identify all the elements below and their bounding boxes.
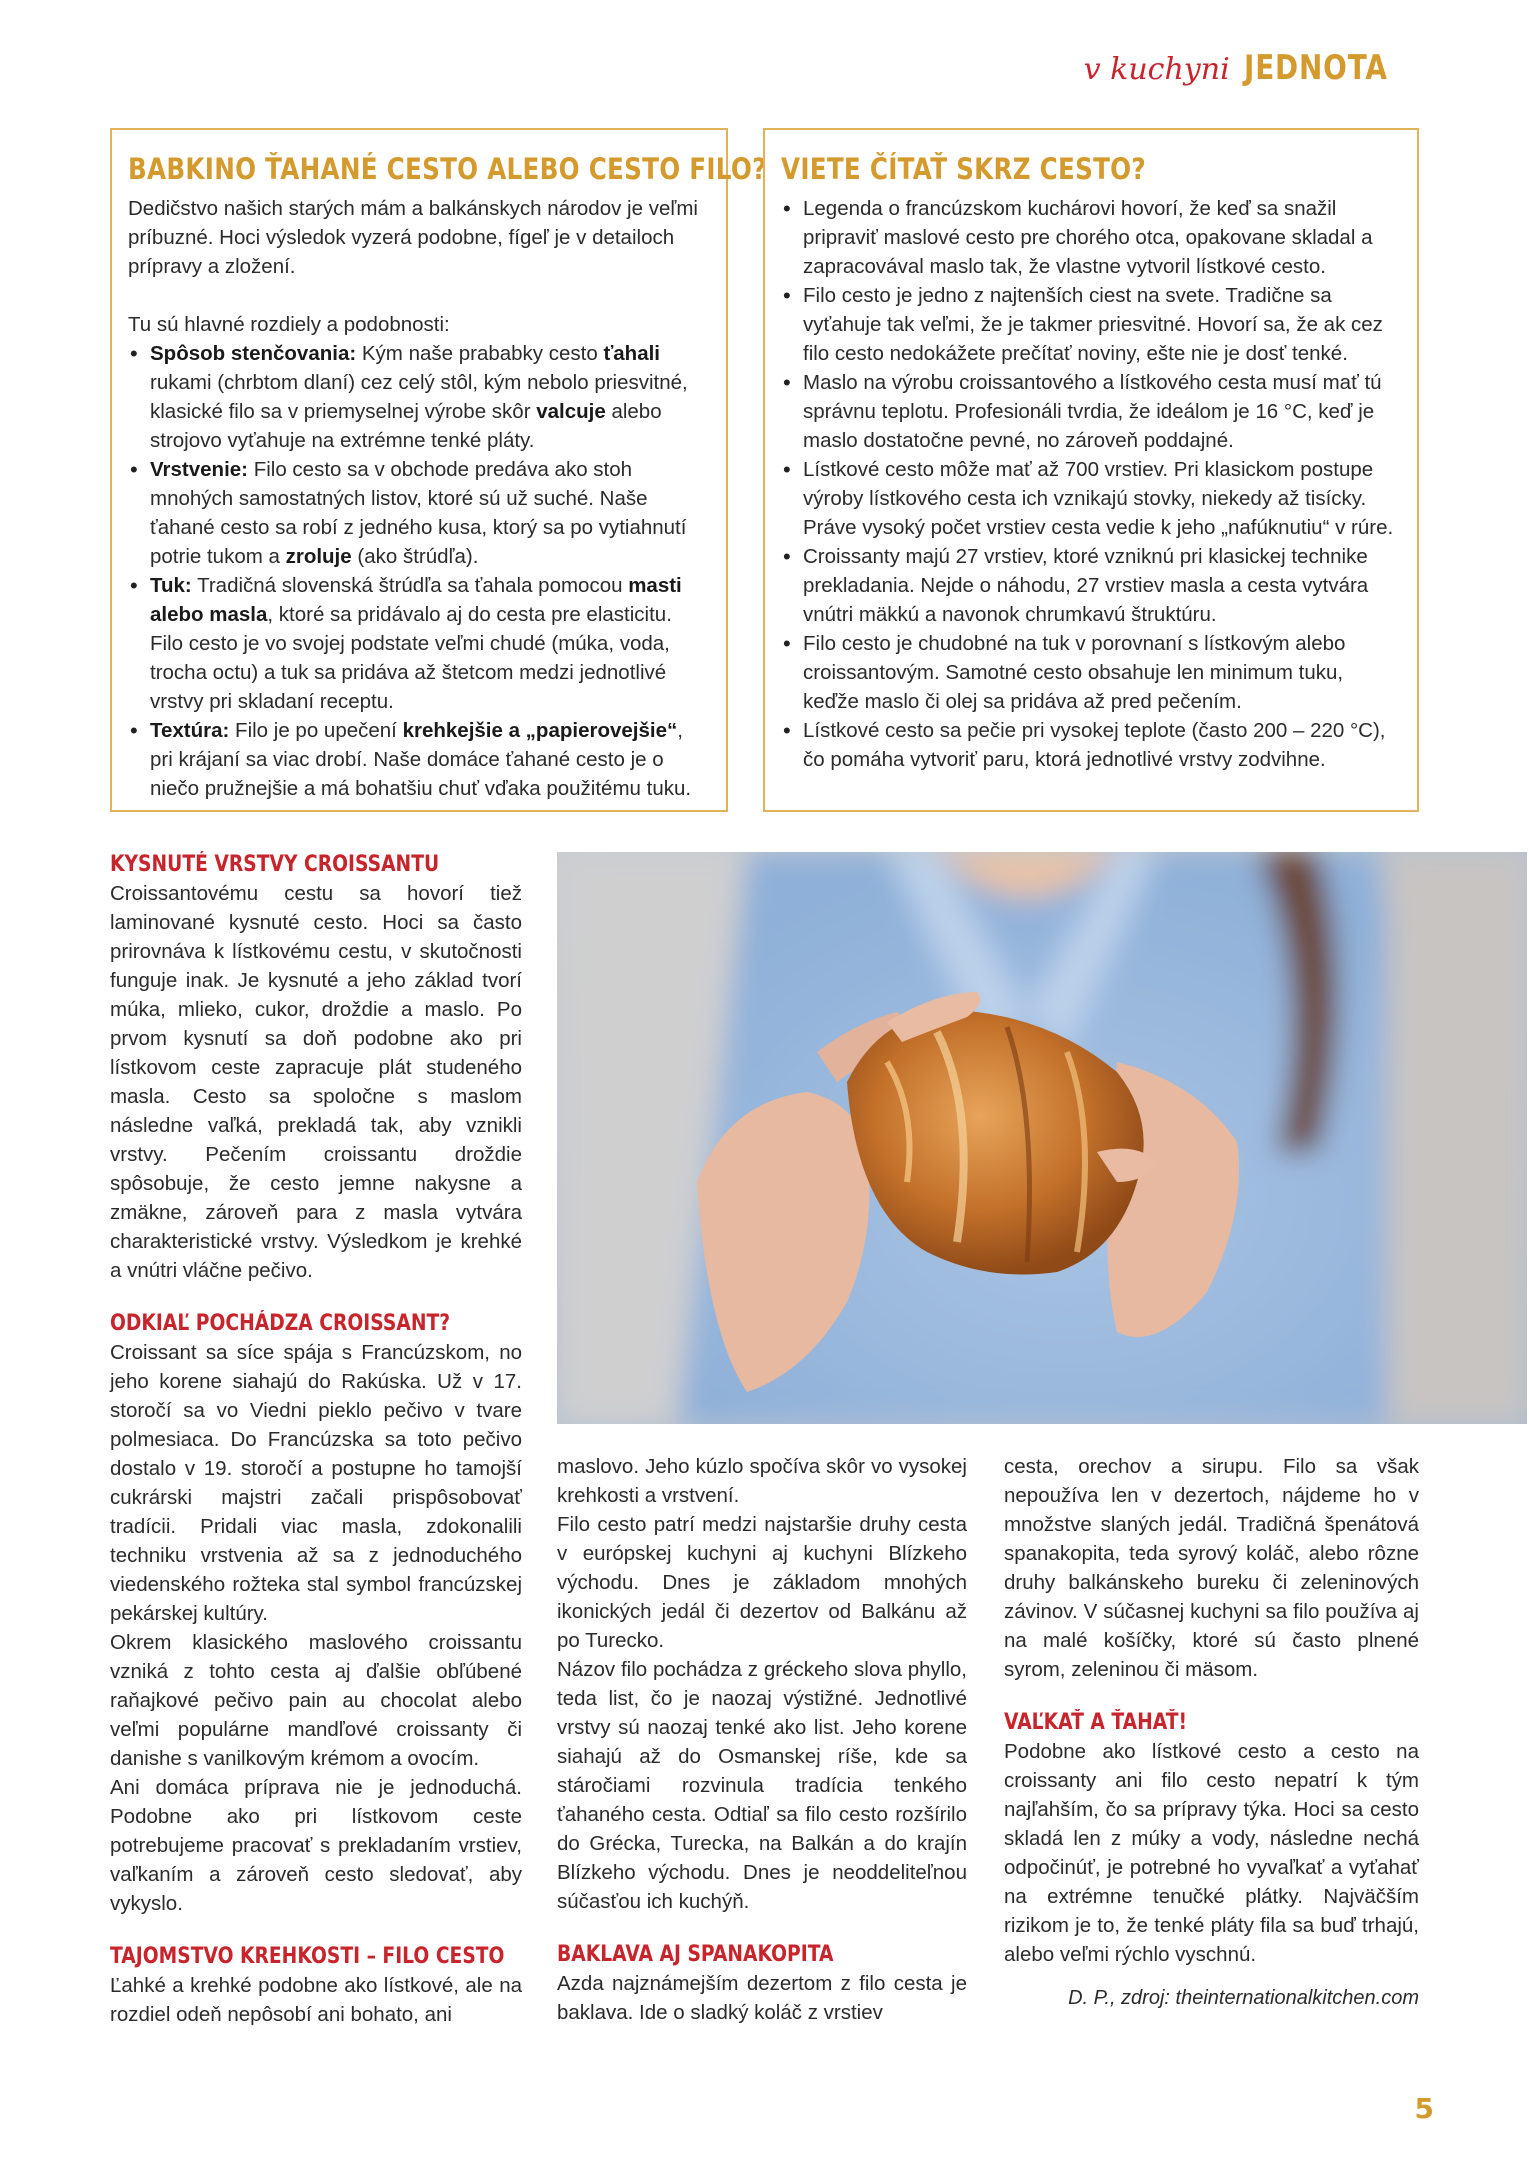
page-number: 5 [1414,2092,1434,2125]
paragraph: Názov filo pochádza z gréckeho slova phyllo, teda list, čo je naozaj výstižné. Jednotlivé vrstvy sú naozaj tenké ako list. Jeho korene siahajú až do Osmanskej ríše, kde sa stáročiami rozvinula tradícia tenkého ťahaného cesta. Odtiaľ sa filo cesto rozšírilo do Grécka, Turecka, na Balkán a do krajín Blízkeho východu. Dnes je neoddeliteľnou súčasťou ich kuchýň. [557,1658,967,1913]
paragraph: Croissant sa síce spája s Francúzskom, no jeho korene siahajú do Rakúska. Už v 17. storočí sa vo Viedni pieklo pečivo v tvare polmesiaca. Do Francúzska sa toto pečivo dostalo v 19. storočí a postupne ho tamojší cukrárski majstri začali prispôsobovať tradícii. Pridali viac masla, zdokonalili techniku vrstvenia až sa z jednoduchého viedenského rožteka stal symbol francúzskej pekárskej kultúry. [110,1341,522,1625]
paragraph: maslovo. Jeho kúzlo spočíva skôr vo vysokej krehkosti a vrstvení. [557,1455,967,1507]
brand-script: v kuchyni [1083,52,1230,87]
list-intro: Tu sú hlavné rozdiely a podobnosti: [128,313,450,336]
article-column-3 [1004,1452,1419,2010]
list-item: • Croissanty majú 27 vrstiev, ktoré vzniknú pri klasickej technike prekladania. Nejde o náhodu, 27 vrstiev masla a cesta vytvára vnútri mäkkú a navonok chrumkavú štruktúru. [781,542,1401,629]
differences-list [128,339,710,803]
brand-logo [1084,48,1419,88]
croissant-photo [557,852,1527,1424]
list-item: • Lístkové cesto sa pečie pri vysokej teplote (často 200 – 220 °C), čo pomáha vytvoriť paru, ktorá jednotlivé vrstvy zodvihne. [781,716,1401,774]
info-box-facts [763,128,1419,812]
section-heading: BAKLAVA AJ SPANAKOPITA [557,1942,834,1967]
list-item: • Filo cesto je jedno z najtenších ciest na svete. Tradične sa vyťahuje tak veľmi, že je takmer priesvitné. Hovorí sa, že ak cez filo cesto nedokážete prečítať noviny, ešte nie je dosť tenké. [781,281,1401,368]
list-item: • Maslo na výrobu croissantového a lístkového cesta musí mať tú správnu teplotu. Profesionáli tvrdia, že ideálom je 16 °C, keď je maslo dostatočne pevné, no zároveň poddajné. [781,368,1401,455]
list-item: • Tuk: Tradičná slovenská štrúdľa sa ťahala pomocou masti alebo masla, ktoré sa pridávalo aj do cesta pre elasticitu. Filo cesto je vo svojej podstate veľmi chudé (múka, voda, trocha octu) a tuk sa pridáva až štetcom medzi jednotlivé vrstvy pri skladaní receptu. [128,571,710,716]
paragraph: Azda najznámejším dezertom z filo cesta je baklava. Ide o sladký koláč z vrstiev [557,1972,967,2024]
paragraph: Okrem klasického maslového croissantu vzniká z tohto cesta aj ďalšie obľúbené raňajkové pečivo pain au chocolat alebo veľmi populárne mandľové croissanty či danishe s vanilkovým krémom a ovocím. [110,1631,522,1770]
brand-name: JEDNOTA [1243,48,1388,88]
paragraph: Ľahké a krehké podobne ako lístkové, ale na rozdiel odeň nepôsobí ani bohato, ani [110,1974,522,2026]
box-title: VIETE ČÍTAŤ SKRZ CESTO? [781,152,1146,186]
box-intro: Dedičstvo našich starých mám a balkánskych národov je veľmi príbuzné. Hoci výsledok vyzerá podobne, fígeľ je v detailoch prípravy a zložení. [128,197,698,278]
section-heading: VAĽKAŤ A ŤAHAŤ! [1004,1710,1188,1735]
list-item: • Textúra: Filo je po upečení krehkejšie a „papierovejšie“, pri krájaní sa viac drobí. Naše domáce ťahané cesto je o niečo pružnejšie a má bohatšiu chuť vďaka použitému tuku. [128,716,710,803]
article-column-2 [557,1452,967,2027]
list-item: • Filo cesto je chudobné na tuk v porovnaní s lístkovým alebo croissantovým. Samotné cesto obsahuje len minimum tuku, keďže maslo či olej sa pridáva až pred pečením. [781,629,1401,716]
source-credit: D. P., zdroj: theinternationalkitchen.com [1068,1987,1419,2009]
section-heading: TAJOMSTVO KREHKOSTI – FILO CESTO [110,1944,505,1969]
info-box-filo-vs-tahane [110,128,767,812]
facts-list [781,194,1401,774]
paragraph: Ani domáca príprava nie je jednoduchá. Podobne ako pri lístkovom ceste potrebujeme pracovať s prekladaním vrstiev, vaľkaním a zároveň cesto sledovať, aby vykyslo. [110,1776,522,1915]
paragraph: Filo cesto patrí medzi najstaršie druhy cesta v európskej kuchyni aj kuchyni Blízkeho východu. Dnes je základom mnohých ikonických jedál či dezertov od Balkánu až po Turecko. [557,1513,967,1652]
section-heading: KYSNUTÉ VRSTVY CROISSANTU [110,852,440,877]
section-heading: ODKIAĽ POCHÁDZA CROISSANT? [110,1311,451,1336]
paragraph: Podobne ako lístkové cesto a cesto na croissanty ani filo cesto nepatrí k tým najľahším, čo sa prípravy týka. Hoci sa cesto skladá len z múky a vody, následne nechá odpočinúť, je potrebné ho vyvaľkať a vyťahať na extrémne tenučké plátky. Najväčším rizikom je to, že tenké pláty fila sa buď trhajú, alebo veľmi rýchlo vyschnú. [1004,1740,1419,1966]
list-item: • Lístkové cesto môže mať až 700 vrstiev. Pri klasickom postupe výroby lístkového cesta ich vznikajú stovky, niekedy až tisícky. Práve vysoký počet vrstiev cesta vedie k jeho „nafúknutiu“ v rúre. [781,455,1401,542]
list-item: • Legenda o francúzskom kuchárovi hovorí, že keď sa snažil pripraviť maslové cesto pre chorého otca, opakovane skladal a zapracovával maslo tak, že vlastne vytvoril lístkové cesto. [781,194,1401,281]
article-column-1 [110,852,522,2029]
paragraph: Croissantovému cestu sa hovorí tiež laminované kysnuté cesto. Hoci sa často prirovnáva k lístkovému cestu, v skutočnosti funguje inak. Je kysnuté a jeho základ tvorí múka, mlieko, cukor, droždie a maslo. Po prvom kysnutí sa doň podobne ako pri lístkovom ceste zapracuje plát studeného masla. Cesto sa spoločne s maslom následne vaľká, prekladá tak, aby vznikli vrstvy. Pečením croissantu droždie spôsobuje, že cesto jemne nakysne a zmäkne, zároveň para z masla vytvára charakteristické vrstvy. Výsledkom je krehké a vnútri vláčne pečivo. [110,882,522,1282]
list-item: • Spôsob stenčovania: Kým naše prababky cesto ťahali rukami (chrbtom dlaní) cez celý stôl, kým nebolo priesvitné, klasické filo sa v priemyselnej výrobe skôr valcuje alebo strojovo vyťahuje na extrémne tenké pláty. [128,339,710,455]
paragraph: cesta, orechov a sirupu. Filo sa však nepoužíva len v dezertoch, nájdeme ho v množstve slaných jedál. Tradičná špenátová spanakopita, teda syrový koláč, alebo rôzne druhy balkánskeho bureku či zeleninových závinov. V súčasnej kuchyni sa filo používa aj na malé košíčky, ktoré sú často plnené syrom, zeleninou či mäsom. [1004,1455,1419,1681]
box-title: BABKINO ŤAHANÉ CESTO ALEBO CESTO FILO? [128,152,767,186]
list-item: • Vrstvenie: Filo cesto sa v obchode predáva ako stoh mnohých samostatných listov, ktoré sú už suché. Naše ťahané cesto sa robí z jedného kusa, ktorý sa po vytiahnutí potrie tukom a zroluje (ako štrúdľa). [128,455,710,571]
